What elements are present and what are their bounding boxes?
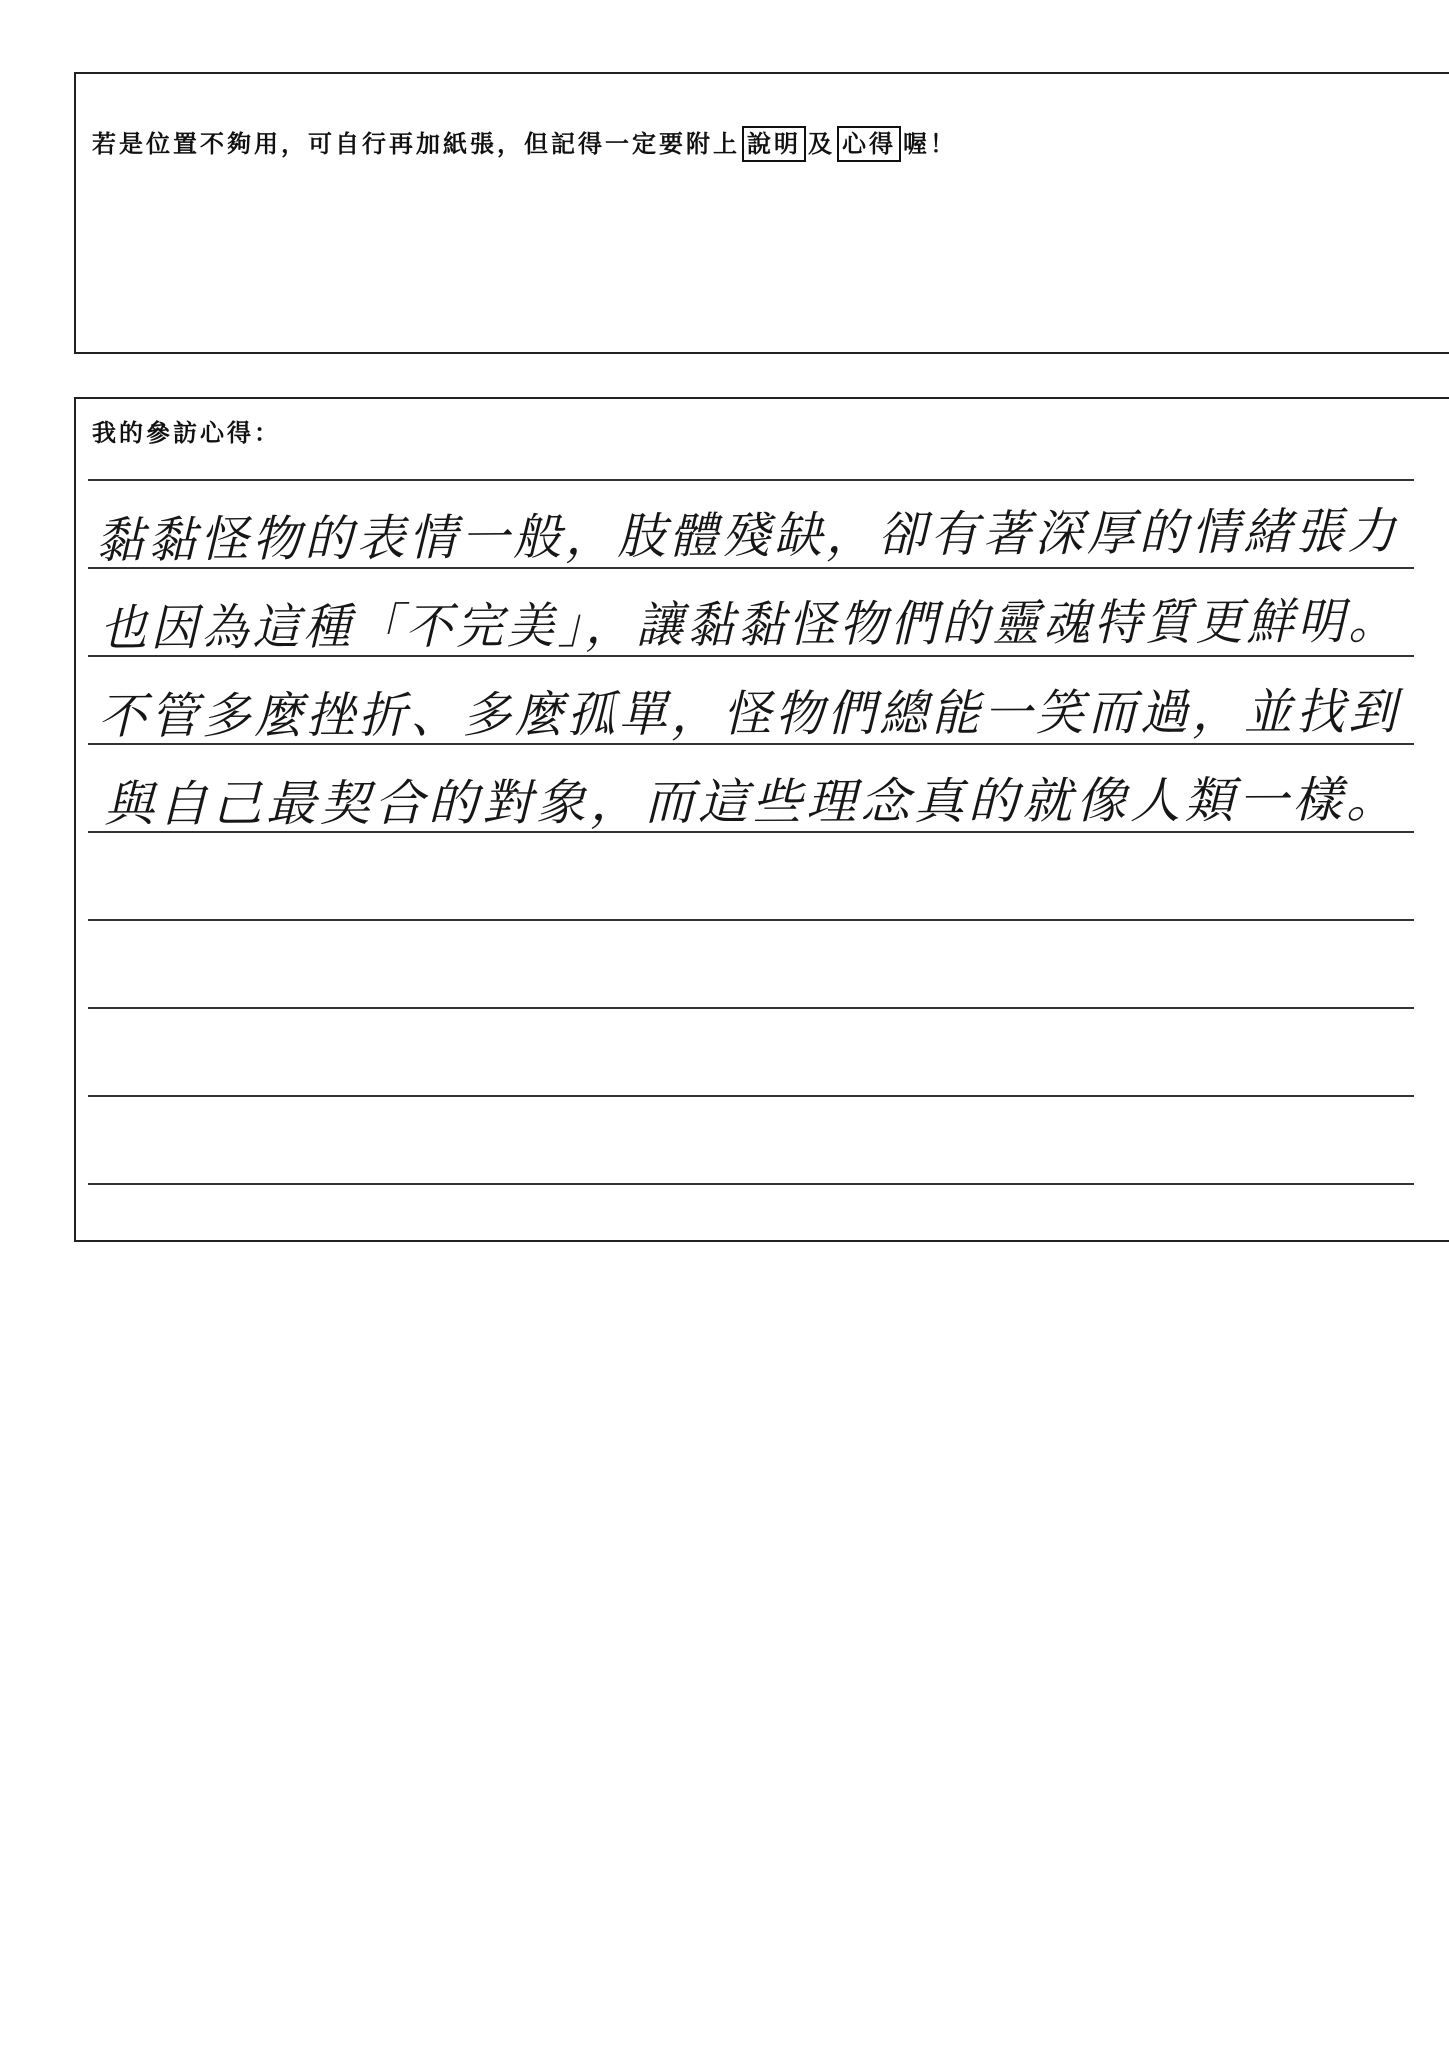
ruled-line — [88, 919, 1414, 921]
note-box — [74, 72, 1449, 354]
instruction-connector: 及 — [808, 130, 835, 158]
handwritten-line: 也因為這種「不完美」，讓黏黏怪物們的靈魂特質更鮮明。 — [99, 592, 1400, 658]
instruction-text: 若是位置不夠用，可自行再加紙張，但記得一定要附上 — [92, 130, 740, 158]
ruled-line — [88, 479, 1414, 481]
handwritten-line: 不管多麼挫折、多麼孤單，怪物們總能一笑而過，並找到 — [97, 683, 1401, 745]
ruled-line — [88, 1007, 1414, 1009]
ruled-line — [88, 1183, 1414, 1185]
handwritten-line: 黏黏怪物的表情一般，肢體殘缺，卻有著深厚的情緒張力 — [95, 502, 1400, 570]
ruled-line — [88, 1095, 1414, 1097]
boxed-word-reflection: 心得 — [837, 126, 901, 162]
handwritten-line: 與自己最契合的對象，而這些理念真的就像人類一樣。 — [103, 771, 1401, 833]
boxed-word-explanation: 說明 — [742, 126, 806, 162]
reflection-heading: 我的參訪心得： — [92, 419, 281, 447]
attachment-instruction — [92, 124, 957, 159]
instruction-ending: 喔！ — [903, 130, 957, 158]
